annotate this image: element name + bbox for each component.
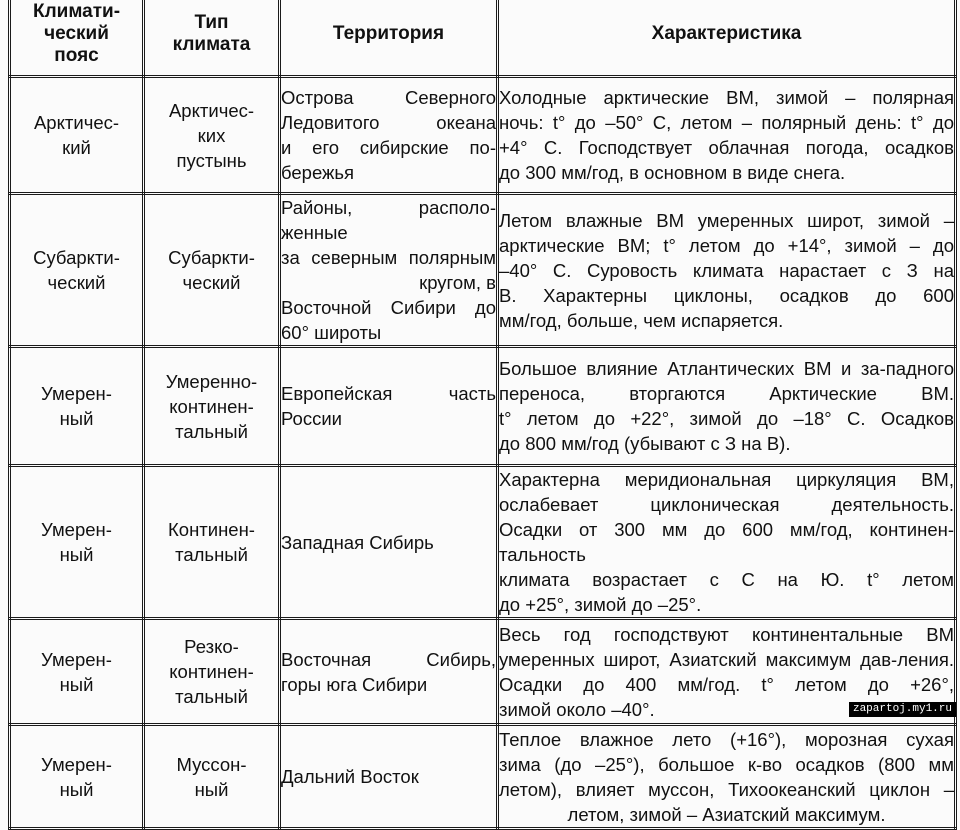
characteristic-line: летом, зимой – Азиатский максимум. <box>567 803 886 825</box>
characteristic-line: арктические ВМ; t° летом до +14°, зимой – до <box>499 234 954 256</box>
table-row <box>10 466 956 619</box>
header-characteristic <box>498 0 956 77</box>
climate-type-cell <box>144 725 280 829</box>
characteristic-cell <box>498 347 956 466</box>
climate-belt-cell <box>10 194 144 347</box>
characteristic-line: Летом влажные ВМ умеренных широт, зимой – <box>499 209 954 231</box>
territory-line: Восточная Сибирь, <box>281 648 496 670</box>
climate-belt-line: ный <box>59 408 94 429</box>
table-row <box>10 725 956 829</box>
climate-belt-cell <box>10 466 144 619</box>
climate-belt-line: кий <box>62 137 91 158</box>
climate-belt-line: Умерен- <box>41 753 112 775</box>
territory-line: кругом, в <box>419 272 496 293</box>
climate-type-line: тальный <box>175 686 248 707</box>
climate-type-line: ких <box>197 124 226 146</box>
territory-line: 60° широты <box>281 322 382 343</box>
climate-belt-line: ческий <box>47 272 106 293</box>
climate-type-line: Умеренно- <box>165 370 258 392</box>
characteristic-line: умеренных широт, Азиатский максимум дав-ления. <box>499 648 954 670</box>
characteristic-line: летом), влияет муссон, Тихоокеанский циклон – <box>499 778 954 800</box>
climate-type-cell <box>144 347 280 466</box>
climate-belt-line: Умерен- <box>41 519 112 540</box>
climate-belt-line: Арктичес- <box>33 112 120 133</box>
characteristic-line: t° летом до +22°, зимой до –18° С. Осадков <box>499 408 954 429</box>
characteristic-line: +4° С. Господствует облачная погода, осадков <box>499 137 954 158</box>
territory-line: горы юга Сибири <box>281 673 428 695</box>
characteristic-line: Теплое влажное лето (+16°), морозная сухая <box>499 728 954 750</box>
characteristic-line: переноса, вторгаются Арктические ВМ. <box>499 383 954 404</box>
characteristic-line: В. Характерны циклоны, осадков до 600 <box>499 284 954 306</box>
characteristic-line: Характерна меридиональная циркуляция ВМ, <box>499 469 954 490</box>
header-territory-text: Территория <box>332 23 445 44</box>
climate-belt-line: Умерен- <box>41 648 112 670</box>
climate-type-line: ческий <box>182 272 241 293</box>
territory-line: Районы, располо-женные <box>281 197 496 243</box>
climate-type-cell <box>144 77 280 194</box>
table-row <box>10 347 956 466</box>
territory-line: Ледовитого океана <box>281 112 496 133</box>
climate-type-line: континен- <box>169 661 254 682</box>
climate-type-line: Резко- <box>184 636 239 657</box>
climate-type-line: ный <box>194 778 229 800</box>
territory-line: Европейская часть <box>281 383 496 404</box>
climate-type-cell <box>144 466 280 619</box>
territory-cell <box>280 194 498 347</box>
header-territory <box>280 0 498 77</box>
characteristic-cell <box>498 725 956 829</box>
climate-type-line: Континен- <box>168 519 255 540</box>
characteristic-line: до +25°, зимой до –25°. <box>499 594 702 615</box>
territory-line: и его сибирские по-бережья <box>281 137 496 183</box>
characteristic-line: ночь: t° до –50° С, летом – полярный день: t° до <box>499 112 954 133</box>
climate-type-cell <box>144 619 280 725</box>
climate-table <box>8 0 957 830</box>
climate-type-line: пустынь <box>176 149 247 171</box>
header-climate-type <box>144 0 280 77</box>
territory-cell <box>280 466 498 619</box>
climate-type-cell <box>144 194 280 347</box>
climate-belt-cell <box>10 619 144 725</box>
characteristic-line: –40° С. Суровость климата нарастает с З на <box>499 259 954 281</box>
characteristic-line: Большое влияние Атлантических ВМ и за-падного <box>499 358 954 379</box>
climate-belt-line: Субаркти- <box>33 247 120 268</box>
header-characteristic-text: Характеристика <box>651 23 802 44</box>
characteristic-line: зимой около –40°. <box>499 698 655 720</box>
climate-type-line: тальный <box>175 420 248 442</box>
territory-cell <box>280 77 498 194</box>
header-climate-type-line-1: Тип <box>194 12 229 33</box>
climate-type-line: Арктичес- <box>168 99 255 121</box>
characteristic-cell <box>498 77 956 194</box>
climate-belt-cell <box>10 77 144 194</box>
characteristic-line: мм/год, больше, чем испаряется. <box>499 309 784 331</box>
table-row <box>10 77 956 194</box>
header-climate-belt <box>10 0 144 77</box>
territory-cell <box>280 619 498 725</box>
header-climate-type-line-2: климата <box>172 34 251 55</box>
table-row <box>10 194 956 347</box>
characteristic-line: Осадки от 300 мм до 600 мм/год, континен-тальность <box>499 519 954 565</box>
climate-type-line: континен- <box>169 395 254 417</box>
climate-belt-cell <box>10 725 144 829</box>
characteristic-line: Осадки до 400 мм/год. t° летом до +26°, <box>499 673 954 695</box>
climate-type-line: Субаркти- <box>168 247 255 268</box>
characteristic-line: зима (до –25°), большое к-во осадков (800 мм <box>499 753 954 775</box>
climate-belt-line: ный <box>59 673 94 695</box>
characteristic-cell <box>498 194 956 347</box>
characteristic-line: Весь год господствуют континентальные ВМ <box>499 623 954 645</box>
territory-cell <box>280 347 498 466</box>
territory-line: Восточной Сибири до <box>281 297 496 318</box>
header-climate-belt-line-3: пояс <box>54 45 99 66</box>
header-climate-belt-line-2: ческий <box>44 23 109 44</box>
territory-line: Дальний Восток <box>281 766 419 787</box>
characteristic-line: ослабевает циклоническая деятельность. <box>499 494 954 515</box>
characteristic-line: Холодные арктические ВМ, зимой – полярная <box>499 87 954 108</box>
characteristic-line: климата возрастает с С на Ю. t° летом <box>499 569 954 590</box>
climate-belt-line: ный <box>59 544 94 565</box>
territory-line: за северным полярным <box>281 247 496 268</box>
climate-belt-cell <box>10 347 144 466</box>
territory-line: Западная Сибирь <box>281 531 434 553</box>
watermark: zapartoj.my1.ru <box>849 702 956 717</box>
climate-belt-line: Умерен- <box>41 383 112 404</box>
characteristic-line: до 300 мм/год, в основном в виде снега. <box>499 162 846 183</box>
territory-cell <box>280 725 498 829</box>
table-row <box>10 619 956 725</box>
territory-line: Острова Северного <box>281 87 496 108</box>
characteristic-line: до 800 мм/год (убывают с З на В). <box>499 433 791 454</box>
climate-type-line: тальный <box>175 544 248 565</box>
climate-type-line: Муссон- <box>176 753 247 775</box>
characteristic-cell <box>498 466 956 619</box>
header-row <box>10 0 956 77</box>
territory-line: России <box>281 408 342 429</box>
header-climate-belt-line-1: Климати- <box>32 1 121 22</box>
climate-belt-line: ный <box>59 778 94 800</box>
